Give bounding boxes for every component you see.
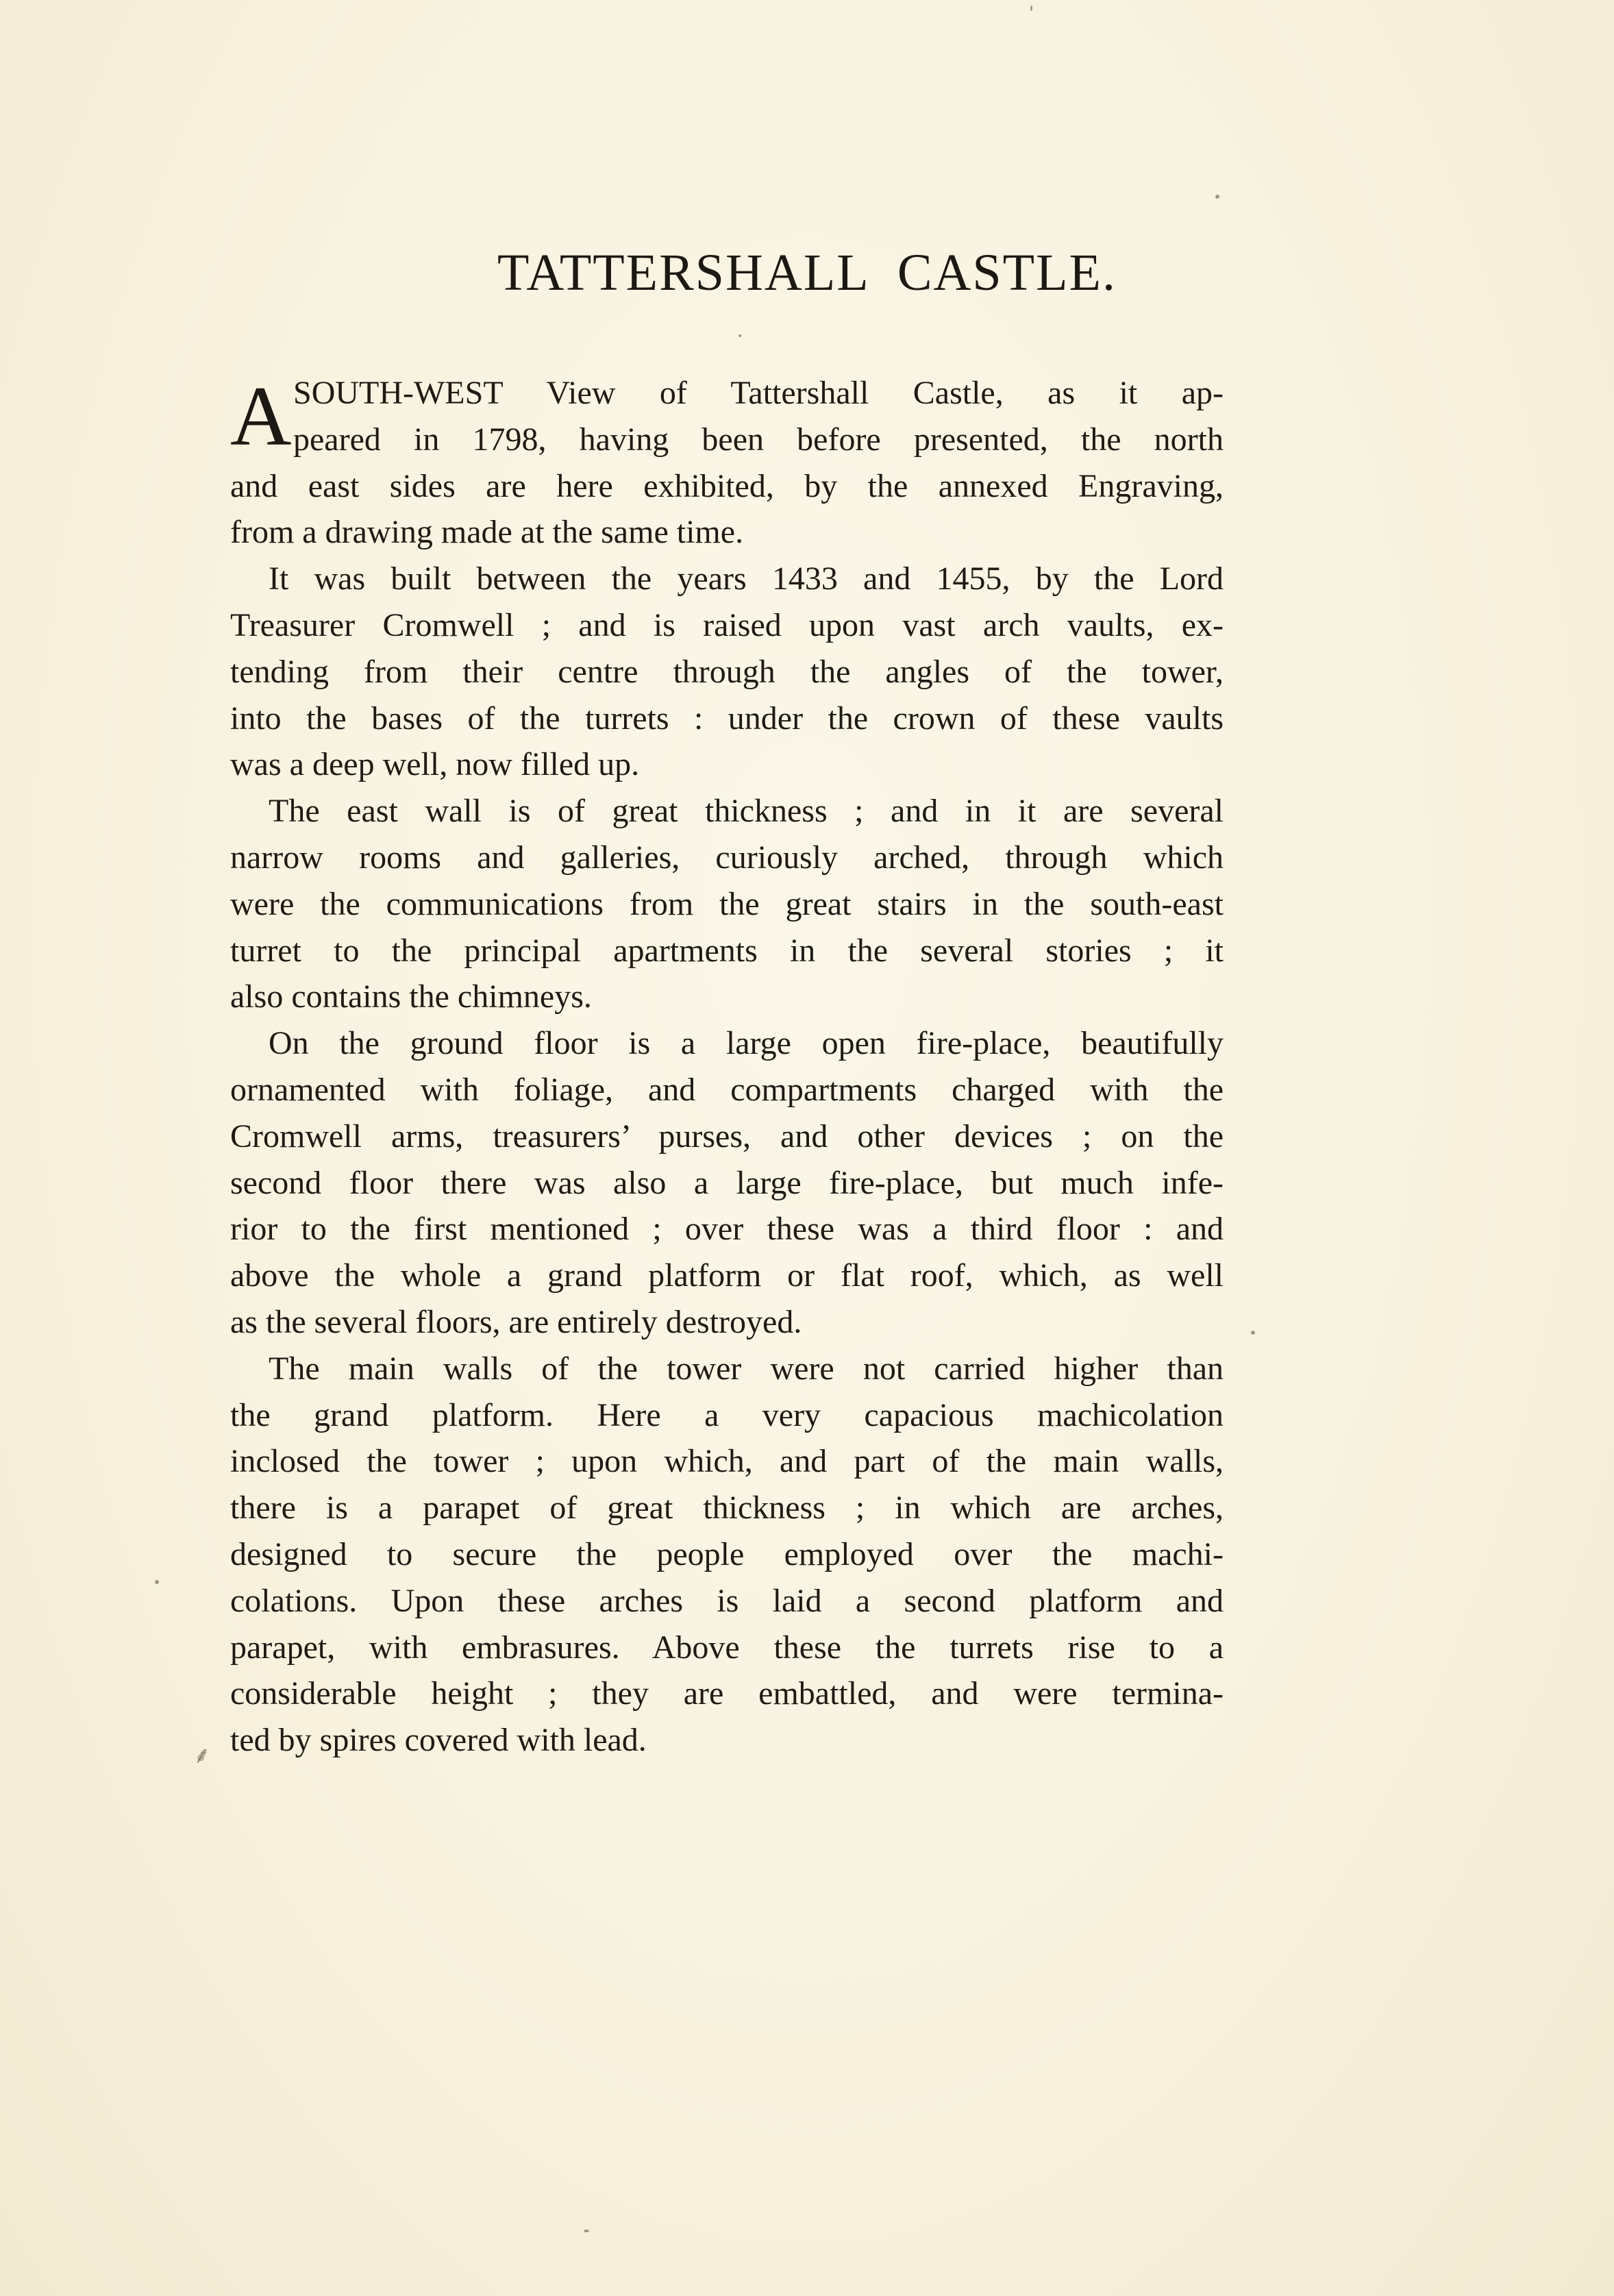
text-line: the grand platform. Here a very capacious machicolation (230, 1396, 1224, 1433)
text-line: SOUTH-WEST View of Tattershall Castle, as it ap- (293, 375, 1224, 411)
text-line: peared in 1798, having been before presented, the north (293, 421, 1224, 458)
text-line: considerable height ; they are embattled, and were termina- (230, 1675, 1224, 1712)
text-line: and east sides are here exhibited, by the annexed Engraving, (230, 467, 1224, 504)
paper-speck (155, 1580, 159, 1584)
paper-speck (584, 2230, 589, 2232)
page-title: TATTERSHALL CASTLE. (497, 244, 1117, 301)
text-line: ted by spires covered with lead. (230, 1722, 647, 1759)
text-line: The east wall is of great thickness ; and in it are several (269, 793, 1224, 830)
text-line: colations. Upon these arches is laid a second platform and (230, 1582, 1224, 1619)
marginal-mark-icon: ⸙ (193, 1743, 211, 1768)
text-line: tending from their centre through the angles of the tower, (230, 653, 1224, 690)
text-line: Cromwell arms, treasurers’ purses, and other devices ; on the (230, 1118, 1224, 1155)
text-line: second floor there was also a large fire-place, but much infe- (230, 1164, 1224, 1201)
text-line: above the whole a grand platform or flat roof, which, as well (230, 1257, 1224, 1294)
text-line: It was built between the years 1433 and 1455, by the Lord (269, 560, 1224, 597)
text-line: was a deep well, now filled up. (230, 746, 640, 783)
body-text (230, 370, 1224, 1764)
text-line: into the bases of the turrets : under the crown of these vaults (230, 700, 1224, 737)
text-line: The main walls of the tower were not carried higher than (269, 1350, 1224, 1387)
text-line: On the ground floor is a large open fire-place, beautifully (269, 1025, 1224, 1062)
text-line: as the several floors, are entirely destroyed. (230, 1303, 802, 1340)
text-line: were the communications from the great stairs in the south-east (230, 885, 1224, 922)
text-line: inclosed the tower ; upon which, and part of the main walls, (230, 1443, 1224, 1480)
text-line: designed to secure the people employed over the machi- (230, 1535, 1224, 1572)
text-line: ornamented with foliage, and compartments charged with the (230, 1071, 1224, 1108)
text-line: also contains the chimneys. (230, 978, 592, 1015)
text-line: rior to the first mentioned ; over these was a third floor : and (230, 1211, 1224, 1248)
paper-speck (1251, 1331, 1255, 1335)
text-line: parapet, with embrasures. Above these the turrets rise to a (230, 1629, 1224, 1666)
text-line: turret to the principal apartments in the several stories ; it (230, 932, 1224, 969)
text-line: from a drawing made at the same time. (230, 514, 744, 551)
paper-speck (738, 334, 741, 337)
text-line: Treasurer Cromwell ; and is raised upon vast arch vaults, ex- (230, 606, 1224, 643)
drop-cap: A (230, 369, 292, 463)
text-line: narrow rooms and galleries, curiously arched, through which (230, 839, 1224, 876)
paper-speck (1030, 5, 1032, 11)
text-line: there is a parapet of great thickness ; in which are arches, (230, 1490, 1224, 1527)
paper-speck (1215, 195, 1219, 199)
